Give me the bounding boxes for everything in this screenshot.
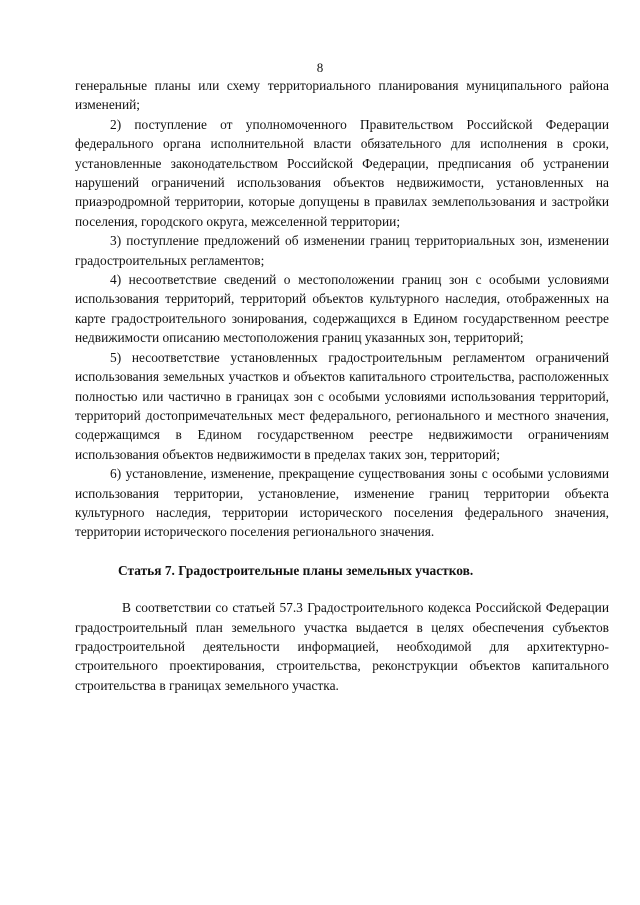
- paragraph-continuation: генеральные планы или схему территориального планирования муниципального района изменений;: [75, 78, 609, 113]
- paragraph-item-3: 3) поступление предложений об изменении границ территориальных зон, изменении градостроительных регламентов;: [75, 233, 609, 268]
- paragraph-item-5: 5) несоответствие установленных градостроительным регламентом ограничений использования земельных участков и объектов капитального строительства, расположенных полностью или частично в границах зон с особыми условиями использования территорий, территорий достопримечательных мест федерального, регионального и местного значения, содержащимся в Едином государственном реестре недвижимости ограничениям использования объектов недвижимости в пределах таких зон, территорий;: [75, 349, 609, 462]
- paragraph-item-4: 4) несоответствие сведений о местоположении границ зон с особыми условиями использования территорий, территорий объектов культурного наследия, отображенных на карте градостроительного зонирования, содержащихся в Едином государственном реестре недвижимости описанию местоположения границ указанных зон, территорий;: [75, 272, 609, 346]
- article-paragraph: В соответствии со статьей 57.3 Градостроительного кодекса Российской Федерации градостроительный план земельного участка выдается в целях обеспечения субъектов градостроительной деятельности информацией, необходимой для архитектурно-строительного проектирования, строительства, реконструкции объектов капитального строительства в границах земельного участка.: [75, 600, 609, 693]
- paragraph-item-2: 2) поступление от уполномоченного Правительством Российской Федерации федерального органа исполнительной власти обязательного для исполнения в сроки, установленные законодательством Российской Федерации, предписания об устранении нарушений ограничений использования объектов недвижимости, установленных на приаэродромной территории, которые допущены в правилах землепользования и застройки поселения, городского округа, межселенной территории;: [75, 116, 609, 229]
- paragraph-item-6: 6) установление, изменение, прекращение существования зоны с особыми условиями использования территории, установление, изменение границ территории объекта культурного наследия, территории исторического поселения федерального значения, территории исторического поселения регионального значения.: [75, 466, 609, 540]
- page-number: 8: [316, 60, 324, 75]
- article-heading: Статья 7. Градостроительные планы земельных участков.: [118, 562, 474, 578]
- document-body: [75, 76, 609, 695]
